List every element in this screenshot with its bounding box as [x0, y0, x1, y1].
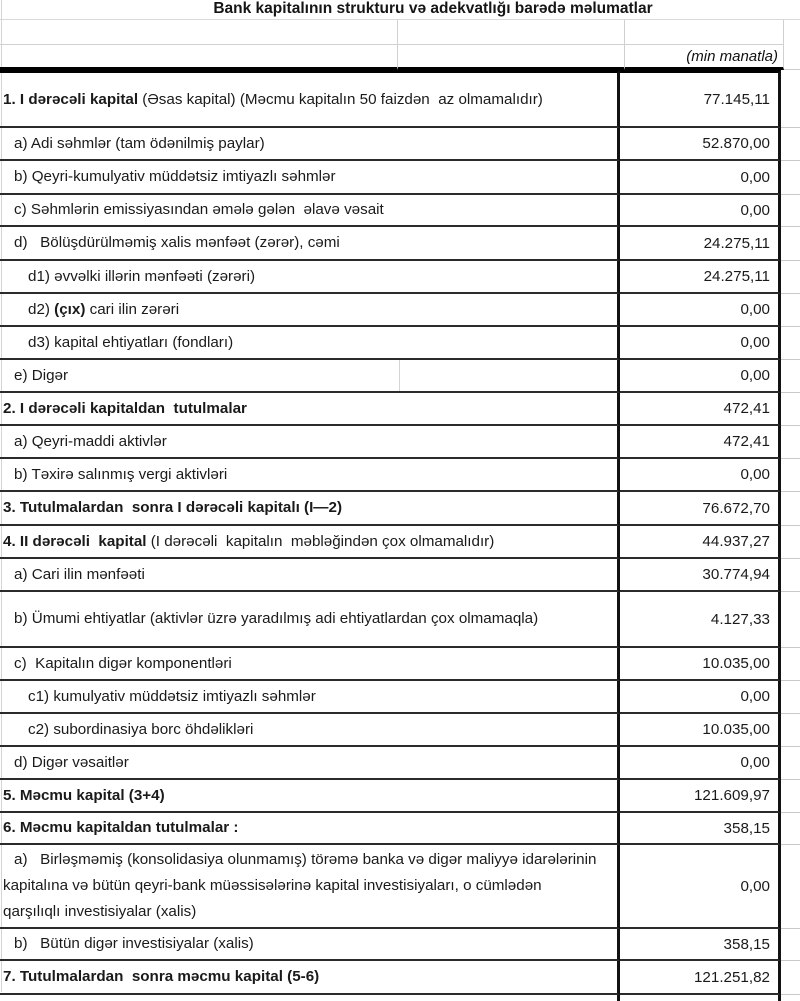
unit-note: (min manatla): [686, 47, 778, 65]
table-row: [0, 559, 800, 592]
row-label: c1) kumulyativ müddətsiz imtiyazlı səhmlər: [0, 681, 620, 714]
row-margin-stub: [781, 327, 800, 360]
table-row: [0, 648, 800, 681]
row-margin-stub: [781, 845, 800, 929]
row-label: b) Qeyri-kumulyativ müddətsiz imtiyazlı səhmlər: [0, 161, 620, 195]
row-value: 472,41: [620, 393, 781, 426]
row-margin-stub: [781, 294, 800, 327]
row-margin-stub: [781, 426, 800, 459]
row-value: 121.251,82: [620, 961, 781, 995]
row-margin-stub: [781, 70, 800, 128]
header-margin: [784, 20, 800, 45]
row-value: 77.145,11: [620, 70, 781, 128]
header-cell-c: [625, 20, 784, 45]
table-row: [0, 929, 800, 961]
row-label: d) Digər vəsaitlər: [0, 747, 620, 780]
row-label: a) Qeyri-maddi aktivlər: [0, 426, 620, 459]
table-row: [0, 227, 800, 261]
report-title-row: [0, 0, 800, 20]
table-row: [0, 327, 800, 360]
table-row: [0, 294, 800, 327]
row-label: e) Digər: [0, 360, 620, 393]
row-label: 6. Məcmu kapitaldan tutulmalar :: [0, 813, 620, 845]
table-row: [0, 459, 800, 492]
row-label: d2) (çıx) cari ilin zərəri: [0, 294, 620, 327]
row-label: 5. Məcmu kapital (3+4): [0, 780, 620, 813]
row-value: 76.672,70: [620, 492, 781, 526]
row-value: 121.609,97: [620, 780, 781, 813]
row-label: d1) əvvəlki illərin mənfəəti (zərəri): [0, 261, 620, 294]
row-value: 358,15: [620, 813, 781, 845]
row-value: 0,00: [620, 195, 781, 227]
row-value: 0,00: [620, 360, 781, 393]
unit-note-row: [0, 45, 800, 70]
row-margin-stub: [781, 929, 800, 961]
row-margin-stub: [781, 261, 800, 294]
row-label: 3. Tutulmalardan sonra I dərəcəli kapitalı (I—2): [0, 492, 620, 526]
row-margin-stub: [781, 559, 800, 592]
table-row: [0, 426, 800, 459]
row-value: 52.870,00: [620, 128, 781, 161]
row-value: 0,00: [620, 681, 781, 714]
table-row: [0, 128, 800, 161]
header-empty-row: [0, 20, 800, 45]
row-value: 10.035,00: [620, 714, 781, 747]
row-label: 4. II dərəcəli kapital (I dərəcəli kapitalın məbləğindən çox olmamalıdır): [0, 526, 620, 559]
row-margin-stub: [781, 995, 800, 1001]
row-value: 472,41: [620, 426, 781, 459]
table-row: [0, 195, 800, 227]
clipped-row: [0, 995, 800, 1001]
header-cell-c: [625, 45, 784, 70]
row-label: a) Adi səhmlər (tam ödənilmiş paylar): [0, 128, 620, 161]
row-value: [620, 995, 781, 1001]
table-row: [0, 747, 800, 780]
row-label: b) Təxirə salınmış vergi aktivləri: [0, 459, 620, 492]
row-margin-stub: [781, 961, 800, 995]
row-label: c2) subordinasiya borc öhdəlikləri: [0, 714, 620, 747]
table-row: [0, 526, 800, 559]
row-label: c) Səhmlərin emissiyasından əmələ gələn əlavə vəsait: [0, 195, 620, 227]
row-margin-stub: [781, 714, 800, 747]
row-label: 7. Tutulmalardan sonra məcmu kapital (5-6): [0, 961, 620, 995]
table-row: [0, 492, 800, 526]
header-cell-a: [0, 20, 398, 45]
header-cell-b: [398, 45, 625, 70]
row-margin-stub: [781, 747, 800, 780]
row-value: 10.035,00: [620, 648, 781, 681]
row-label: d) Bölüşdürülməmiş xalis mənfəət (zərər), cəmi: [0, 227, 620, 261]
row-label: a) Cari ilin mənfəəti: [0, 559, 620, 592]
table-row: [0, 161, 800, 195]
row-margin-stub: [781, 592, 800, 648]
row-label: b) Ümumi ehtiyatlar (aktivlər üzrə yaradılmış adi ehtiyatlardan çox olmamaqla): [0, 592, 620, 648]
table-row: [0, 845, 800, 929]
capital-table: [0, 70, 800, 1001]
row-value: 30.774,94: [620, 559, 781, 592]
table-row: [0, 592, 800, 648]
row-value: 24.275,11: [620, 261, 781, 294]
header-margin: [784, 45, 800, 70]
row-margin-stub: [781, 681, 800, 714]
table-row: [0, 681, 800, 714]
row-margin-stub: [781, 780, 800, 813]
row-margin-stub: [781, 459, 800, 492]
row-margin-stub: [781, 161, 800, 195]
header-cell-b: [398, 20, 625, 45]
row-value: 0,00: [620, 294, 781, 327]
cell-gridline: [399, 360, 400, 391]
row-label: 2. I dərəcəli kapitaldan tutulmalar: [0, 393, 620, 426]
row-value: 358,15: [620, 929, 781, 961]
table-row: [0, 780, 800, 813]
table-row: [0, 360, 800, 393]
row-value: 24.275,11: [620, 227, 781, 261]
row-value: 0,00: [620, 459, 781, 492]
row-value: 0,00: [620, 747, 781, 780]
row-label: a) Birləşməmiş (konsolidasiya olunmamış) törəmə banka və digər maliyyə idarələrinin kapitalına və bütün qeyri-bank müəssisələrinə kapital investisiyaları, o cümlədən qarşılıqlı investisiyalar (xalis): [0, 845, 620, 929]
table-row: [0, 70, 800, 128]
row-label: d3) kapital ehtiyatları (fondları): [0, 327, 620, 360]
row-margin-stub: [781, 360, 800, 393]
row-value: 44.937,27: [620, 526, 781, 559]
table-row: [0, 961, 800, 995]
row-margin-stub: [781, 393, 800, 426]
row-margin-stub: [781, 195, 800, 227]
row-label: [0, 995, 620, 1001]
row-value: 4.127,33: [620, 592, 781, 648]
row-margin-stub: [781, 526, 800, 559]
row-value: 0,00: [620, 161, 781, 195]
table-row: [0, 813, 800, 845]
row-margin-stub: [781, 128, 800, 161]
row-label: 1. I dərəcəli kapital (Əsas kapital) (Məcmu kapitalın 50 faizdən az olmamalıdır): [0, 70, 620, 128]
row-label: b) Bütün digər investisiyalar (xalis): [0, 929, 620, 961]
table-row: [0, 714, 800, 747]
row-value: 0,00: [620, 845, 781, 929]
row-margin-stub: [781, 648, 800, 681]
row-margin-stub: [781, 492, 800, 526]
table-row: [0, 393, 800, 426]
report-title: Bank kapitalının strukturu və adekvatlığı barədə məlumatlar: [213, 0, 653, 17]
row-margin-stub: [781, 813, 800, 845]
table-row: [0, 261, 800, 294]
header-cell-a: [0, 45, 398, 70]
row-value: 0,00: [620, 327, 781, 360]
row-margin-stub: [781, 227, 800, 261]
row-label: c) Kapitalın digər komponentləri: [0, 648, 620, 681]
